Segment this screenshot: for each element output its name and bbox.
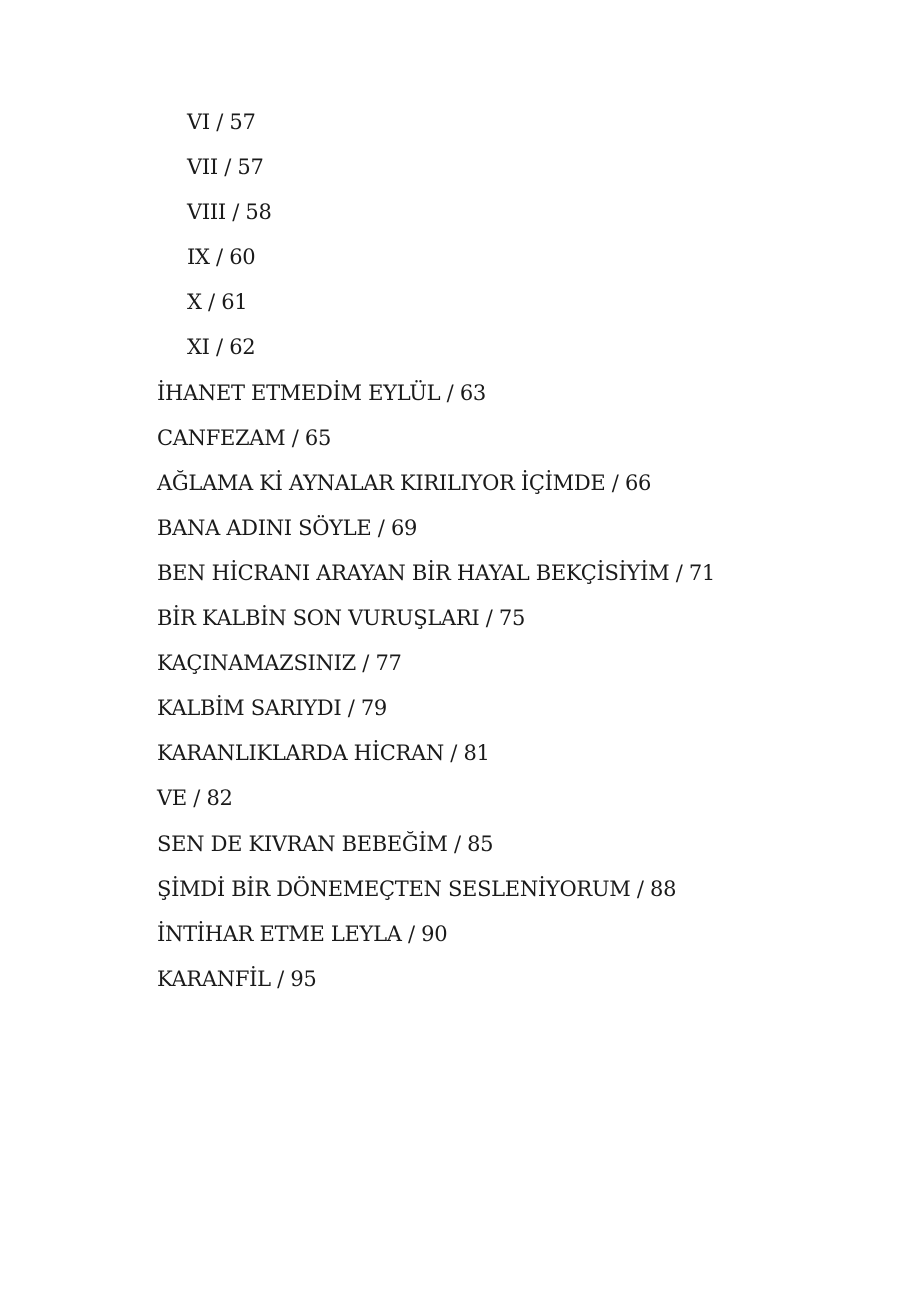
toc-entry: İNTİHAR ETME LEYLA / 90 bbox=[157, 921, 448, 946]
toc-entry-title: İHANET ETMEDİM EYLÜL bbox=[157, 380, 441, 405]
toc-entry-page: 79 bbox=[360, 696, 387, 721]
toc-entry-page: 85 bbox=[467, 831, 494, 856]
toc-entry-page: 90 bbox=[421, 921, 448, 946]
toc-entry-page: 57 bbox=[229, 110, 256, 134]
toc-entry-title: AĞLAMA Kİ AYNALAR KIRILIYOR İÇİMDE bbox=[157, 470, 606, 495]
toc-entry: BİR KALBİN SON VURUŞLARI / 75 bbox=[157, 606, 526, 631]
toc-entry-page: 69 bbox=[390, 515, 418, 540]
toc-entry-page: 65 bbox=[304, 425, 332, 450]
toc-entry-page: 81 bbox=[463, 741, 490, 766]
toc-entry: VII / 57 bbox=[187, 155, 264, 180]
toc-entry: X / 61 bbox=[187, 290, 248, 315]
toc-entry-title: KAÇINAMAZSINIZ bbox=[157, 651, 356, 676]
toc-entry-title: İNTİHAR ETME LEYLA bbox=[157, 921, 402, 946]
toc-entry-page: 62 bbox=[229, 335, 256, 360]
toc-entry: İHANET ETMEDİM EYLÜL / 63 bbox=[157, 380, 486, 405]
toc-entry: VI / 57 bbox=[187, 110, 256, 134]
toc-entry-title: CANFEZAM bbox=[157, 425, 286, 450]
toc-entry-title: BANA ADINI SÖYLE bbox=[157, 515, 372, 540]
toc-entry-page: 57 bbox=[237, 155, 264, 180]
toc-entry: BEN HİCRANI ARAYAN BİR HAYAL BEKÇİSİYİM / 71 bbox=[157, 560, 715, 585]
toc-entry-title: VIII bbox=[187, 200, 226, 225]
toc-entry-title: SEN DE KIVRAN BEBEĞİM bbox=[157, 831, 448, 856]
toc-entry-page: 82 bbox=[206, 786, 233, 811]
toc-entry-page: 71 bbox=[688, 560, 715, 585]
toc-entry-title: KALBİM SARIYDI bbox=[157, 696, 342, 721]
toc-entry: VIII / 58 bbox=[187, 200, 272, 225]
toc-entry-title: X bbox=[187, 290, 202, 315]
toc-entry-page: 58 bbox=[245, 200, 272, 225]
toc-entry-title: IX bbox=[187, 245, 210, 270]
table-of-contents bbox=[157, 104, 715, 1006]
toc-entry-page: 75 bbox=[498, 606, 526, 631]
toc-entry: BANA ADINI SÖYLE / 69 bbox=[157, 515, 418, 540]
toc-entry-page: 66 bbox=[624, 470, 652, 495]
toc-entry: SEN DE KIVRAN BEBEĞİM / 85 bbox=[157, 831, 494, 856]
toc-entry-title: VE bbox=[157, 786, 187, 811]
toc-entry-page: 61 bbox=[221, 290, 248, 315]
toc-entry: IX / 60 bbox=[187, 245, 256, 270]
toc-entry: CANFEZAM / 65 bbox=[157, 425, 332, 450]
toc-entry-page: 88 bbox=[650, 876, 677, 901]
toc-entry: XI / 62 bbox=[187, 335, 256, 360]
toc-entry-page: 77 bbox=[375, 651, 402, 676]
toc-entry-title: ŞİMDİ BİR DÖNEMEÇTEN SESLENİYORUM bbox=[157, 876, 631, 901]
toc-entry-title: KARANFİL bbox=[157, 966, 271, 991]
toc-entry-page: 95 bbox=[290, 966, 317, 991]
toc-entry: KALBİM SARIYDI / 79 bbox=[157, 696, 387, 721]
toc-entry: KARANFİL / 95 bbox=[157, 966, 317, 991]
toc-entry: ŞİMDİ BİR DÖNEMEÇTEN SESLENİYORUM / 88 bbox=[157, 876, 677, 901]
toc-entry-title: KARANLIKLARDA HİCRAN bbox=[157, 741, 444, 766]
toc-entry-title: BİR KALBİN SON VURUŞLARI bbox=[157, 606, 480, 631]
toc-entry-title: VI bbox=[187, 110, 210, 134]
toc-entry-title: XI bbox=[187, 335, 210, 360]
toc-entry-page: 63 bbox=[459, 380, 486, 405]
toc-entry: KARANLIKLARDA HİCRAN / 81 bbox=[157, 741, 490, 766]
toc-entry-title: VII bbox=[187, 155, 218, 180]
toc-entry: VE / 82 bbox=[157, 786, 233, 811]
toc-entry: KAÇINAMAZSINIZ / 77 bbox=[157, 651, 402, 676]
toc-entry: AĞLAMA Kİ AYNALAR KIRILIYOR İÇİMDE / 66 bbox=[157, 470, 652, 495]
toc-entry-page: 60 bbox=[229, 245, 256, 270]
toc-entry-title: BEN HİCRANI ARAYAN BİR HAYAL BEKÇİSİYİM bbox=[157, 560, 670, 585]
